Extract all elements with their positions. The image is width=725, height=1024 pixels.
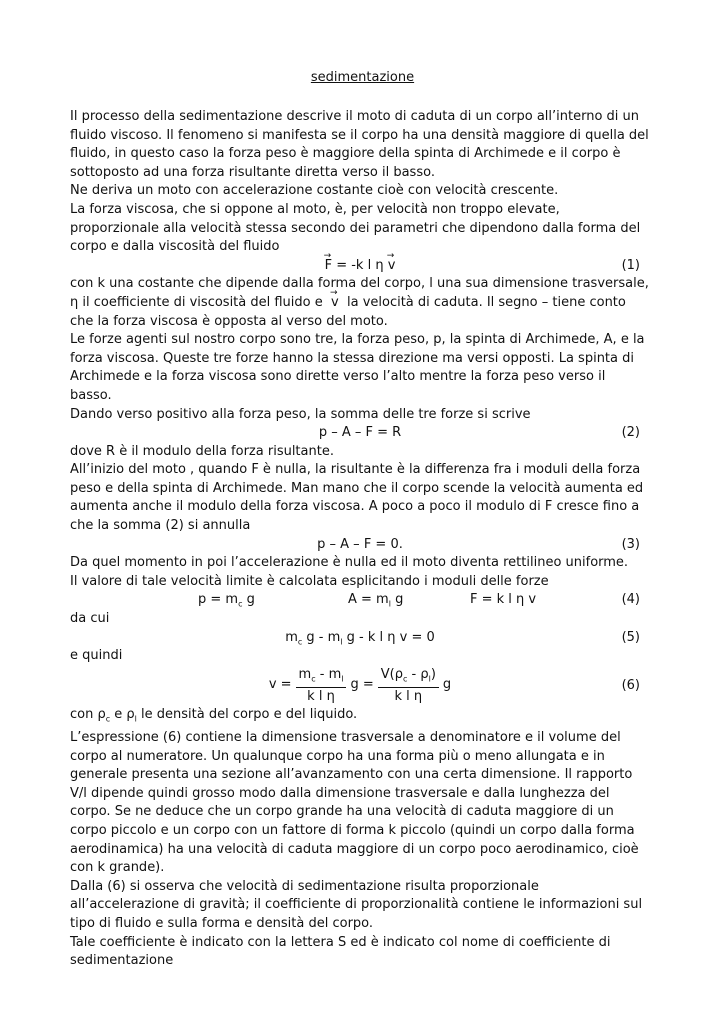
paragraph: Dando verso positivo alla forza peso, la somma delle tre forze si scrive xyxy=(70,406,531,422)
fraction-denominator: k l η xyxy=(394,689,423,705)
equation-4 xyxy=(70,591,650,610)
term-text: m xyxy=(285,629,298,645)
archimedes-force-term xyxy=(348,591,403,614)
document-body xyxy=(70,108,650,971)
subscript: c xyxy=(105,714,111,724)
paragraph: e quindi xyxy=(70,648,123,664)
equation-1 xyxy=(70,257,650,276)
term-text: m xyxy=(298,666,312,682)
subscript: c xyxy=(238,600,243,610)
paragraph: Il valore di tale velocità limite è calcolata esplicitando i moduli delle forze xyxy=(70,573,549,589)
paragraph: Le forze agenti sul nostro corpo sono tre, la forza peso, p, la spinta di Archimede, A, e la forza viscosa. Queste tre forze hanno la stessa direzione ma versi opposti. La spinta di Archimede e la forza viscosa sono dirette verso l’alto mentre la forza peso verso il basso. xyxy=(70,332,645,403)
equation-3-expression: p – A – F = 0. xyxy=(317,536,403,552)
paragraph-text: con ρ xyxy=(70,706,106,722)
fraction-denominator: k l η xyxy=(307,689,335,705)
equation-6 xyxy=(70,666,650,706)
force-vector: → F xyxy=(325,257,332,276)
equation-6-expression xyxy=(70,666,650,706)
fraction-numerator xyxy=(296,666,347,689)
term-text: - ρ xyxy=(407,666,429,682)
equation-2 xyxy=(70,424,650,443)
paragraph: L’espressione (6) contiene la dimensione trasversale a denominatore e il volume del corpo al numeratore. Un qualunque corpo ha una forma più o meno allungata e in generale presenta una sezione all’avanzamento con una certa dimensione. Il rapporto V/l dipende quindi grosso modo dalla dimensione trasversale e dalla lunghezza del corpo. Se ne deduce che un corpo grande ha una velocità di caduta maggiore di un corpo piccolo e un corpo con un fattore di forma k piccolo (quindi un corpo dalla forma aerodinamica) ha una velocità di caduta maggiore di un corpo poco aerodinamico, cioè con k grande). xyxy=(70,730,639,876)
paragraph: dove R è il modulo della forza risultante. xyxy=(70,443,334,459)
term-text: A = m xyxy=(348,592,389,608)
equation-5-number: (5) xyxy=(621,629,640,645)
equation-5-expression xyxy=(70,629,650,652)
equation-6-lhs: v = xyxy=(268,677,292,693)
paragraph: Ne deriva un moto con accelerazione costante cioè con velocità crescente. xyxy=(70,183,559,199)
equation-5 xyxy=(70,629,650,648)
equation-2-number: (2) xyxy=(621,425,640,441)
term-text: g xyxy=(390,592,404,608)
paragraph xyxy=(70,706,650,729)
paragraph-text: e ρ xyxy=(110,706,135,722)
term-text: g - k l η v = 0 xyxy=(342,629,435,645)
weight-force-term xyxy=(198,591,255,614)
paragraph: All’inizio del moto , quando F è nulla, la risultante è la differenza fra i moduli della forza peso e della spinta di Archimede. Man mano che il corpo scende la velocità aumenta ed aumenta anche il modulo della forza viscosa. A poco a poco il modulo di F cresce fino a che la somma (2) si annulla xyxy=(70,462,644,534)
paragraph: La forza viscosa, che si oppone al moto, è, per velocità non troppo elevate, proporzionale alla velocità stessa secondo dei parametri che dipendono dalla forma del corpo e dalla viscosità del fluido xyxy=(70,201,641,255)
subscript: l xyxy=(388,600,391,610)
term-text: - m xyxy=(315,666,342,682)
paragraph: da cui xyxy=(70,611,110,627)
paragraph xyxy=(70,275,650,331)
equation-3-number: (3) xyxy=(621,536,640,552)
paragraph: Tale coefficiente è indicato con la lettera S ed è indicato col nome di coefficiente di sedimentazione xyxy=(70,934,611,969)
equation-6-mid: g = xyxy=(350,677,374,693)
page-title: sedimentazione xyxy=(310,70,415,85)
subscript: c xyxy=(311,674,316,684)
equation-2-expression: p – A – F = R xyxy=(318,425,402,441)
equation-1-rhs: = -k l η xyxy=(332,257,388,273)
subscript: l xyxy=(428,674,431,684)
equation-1-number: (1) xyxy=(621,257,640,273)
fraction-numerator xyxy=(378,666,439,689)
term-text: p = m xyxy=(198,592,239,608)
paragraph: Da quel momento in poi l’accelerazione è nulla ed il moto diventa rettilineo uniforme. xyxy=(70,555,629,571)
paragraph-text: le densità del corpo e del liquido. xyxy=(136,706,358,722)
term-text: ) xyxy=(430,666,436,682)
paragraph: Dalla (6) si osserva che velocità di sedimentazione risulta proporzionale all’accelerazione di gravità; il coefficiente di proporzionalità contiene le informazioni sul tipo di fluido e sulla forma e densità del corpo. xyxy=(70,878,643,931)
subscript: l xyxy=(340,637,343,647)
equation-6-number: (6) xyxy=(621,677,640,693)
equation-4-number: (4) xyxy=(621,592,640,608)
equation-6-end: g xyxy=(442,677,452,693)
velocity-vector: → v xyxy=(388,257,396,276)
equation-1-expression xyxy=(70,257,650,276)
term-text: g xyxy=(242,592,255,608)
paragraph-text: con k una costante che dipende dalla forma del corpo, l una sua dimensione trasversale, η il coefficiente di viscosità del fluido e xyxy=(70,276,649,310)
fraction-mass xyxy=(296,666,347,706)
subscript: l xyxy=(134,714,137,724)
subscript: c xyxy=(297,637,303,647)
viscous-force-term: F = k l η v xyxy=(470,592,537,608)
equation-3 xyxy=(70,536,650,555)
subscript: l xyxy=(341,674,344,684)
paragraph: Il processo della sedimentazione descrive il moto di caduta di un corpo all’interno di un fluido viscoso. Il fenomeno si manifesta se il corpo ha una densità maggiore di quella del fluido, in questo caso la forza peso è maggiore della spinta di Archimede e il corpo è sottoposto ad una forza risultante diretta verso il basso. xyxy=(70,109,649,180)
fraction-density xyxy=(378,666,439,706)
term-text: V(ρ xyxy=(380,666,403,682)
subscript: c xyxy=(402,674,408,684)
paragraph-text: la velocità di caduta. Il segno – tiene conto che la forza viscosa è opposta al verso del moto. xyxy=(70,294,626,329)
velocity-vector-inline: → v xyxy=(331,294,339,313)
term-text: g - m xyxy=(302,629,341,645)
